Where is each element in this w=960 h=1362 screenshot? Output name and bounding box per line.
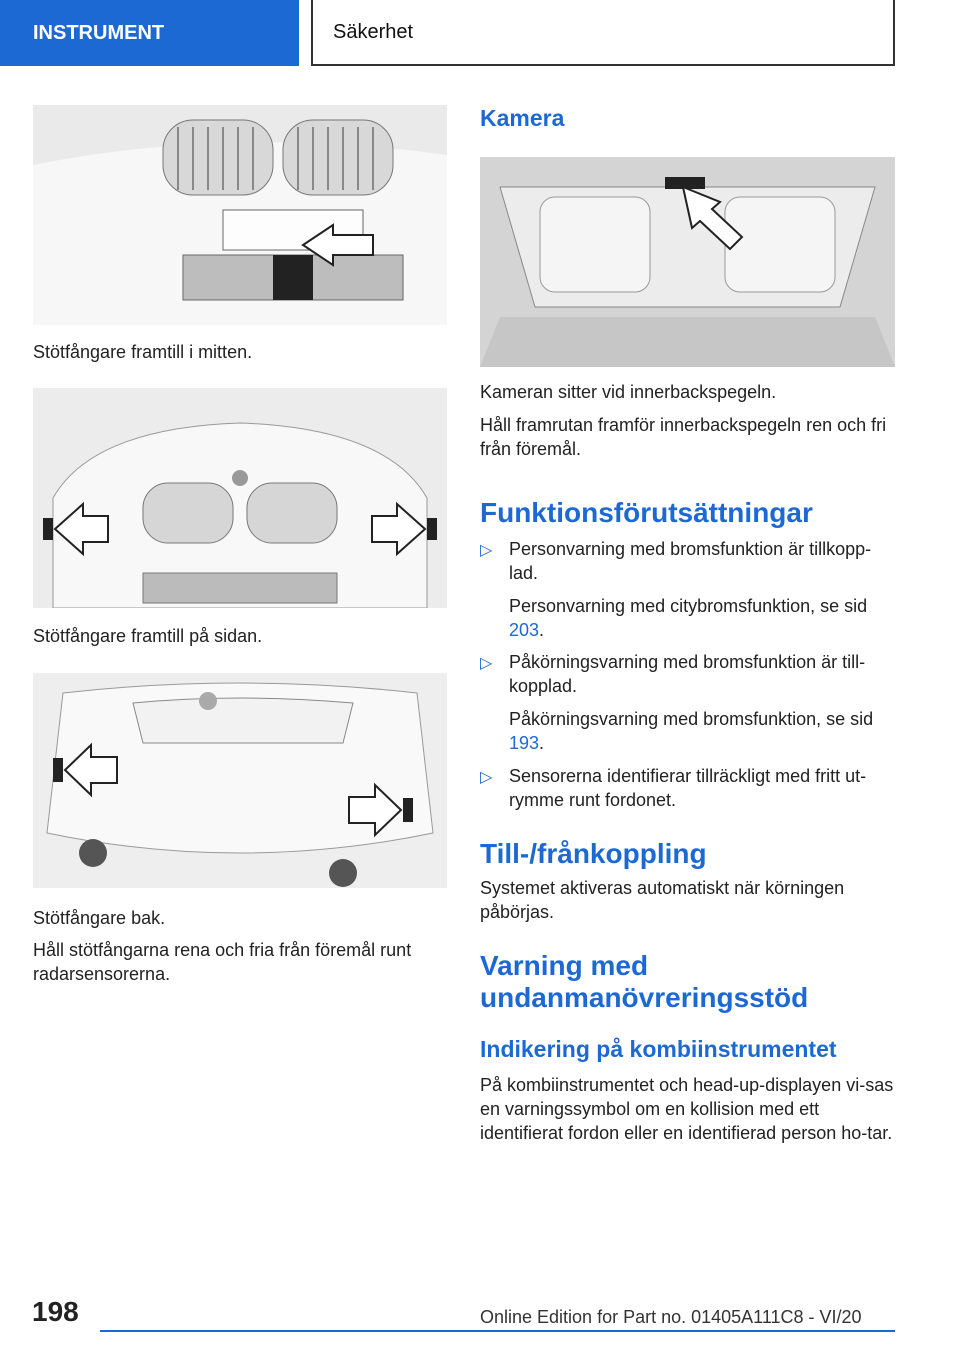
page-number: 198 (32, 1296, 79, 1327)
front-bumper-side-image (33, 388, 447, 608)
toggle-body: Systemet aktiveras automatiskt när körningen påbörjas. (480, 878, 845, 922)
bullet-marker-3: ▷ (480, 769, 493, 786)
page-link-203[interactable]: 203 (509, 620, 540, 640)
func-heading: Funktionsförutsättningar (480, 497, 813, 528)
chapter-tab[interactable]: Säkerhet (311, 0, 895, 66)
indication-heading: Indikering på kombiinstrumentet (480, 1036, 837, 1062)
front-bumper-center-image (33, 105, 447, 325)
section-tab[interactable]: INSTRUMENT (0, 0, 299, 66)
bullet-3-main: Sensorerna identifierar tillräckligt med fritt ut-rymme runt fordonet. (509, 766, 867, 810)
warning-heading: Varning med undanmanövreringsstöd (480, 950, 809, 1013)
camera-interior-image (480, 157, 895, 367)
left-body-text: Håll stötfångarna rena och fria från föremål runt radarsensorerna. (33, 940, 412, 984)
caption-rear: Stötfångare bak. (33, 908, 166, 928)
bullet-marker-1: ▷ (480, 542, 493, 559)
bullet-2-sub: Påkörningsvarning med bromsfunktion, se sid 193. (509, 709, 874, 753)
bullet-2-main: Påkörningsvarning med bromsfunktion är till-kopplad. (509, 652, 866, 696)
caption-front-side: Stötfångare framtill på sidan. (33, 626, 263, 646)
camera-paragraph-2: Håll framrutan framför innerbackspegeln ren och fri från föremål. (480, 415, 887, 459)
bullet-1-main: Personvarning med bromsfunktion är tillkopp-lad. (509, 539, 872, 583)
footer-edition: Online Edition for Part no. 01405A111C8 - VI/20 (480, 1307, 862, 1327)
footer-divider (100, 1330, 895, 1332)
toggle-heading: Till-/frånkoppling (480, 838, 707, 869)
caption-front-center: Stötfångare framtill i mitten. (33, 342, 253, 362)
camera-heading: Kamera (480, 105, 565, 131)
camera-paragraph-1: Kameran sitter vid innerbackspegeln. (480, 382, 777, 402)
bullet-marker-2: ▷ (480, 655, 493, 672)
page-link-193[interactable]: 193 (509, 733, 540, 753)
rear-bumper-image (33, 673, 447, 888)
indication-body: På kombiinstrumentet och head-up-displayen vi-sas en varningssymbol om en kollision med ett identifierat fordon eller en identifierad person ho-tar. (480, 1075, 894, 1143)
bullet-1-sub: Personvarning med citybromsfunktion, se sid 203. (509, 596, 868, 640)
